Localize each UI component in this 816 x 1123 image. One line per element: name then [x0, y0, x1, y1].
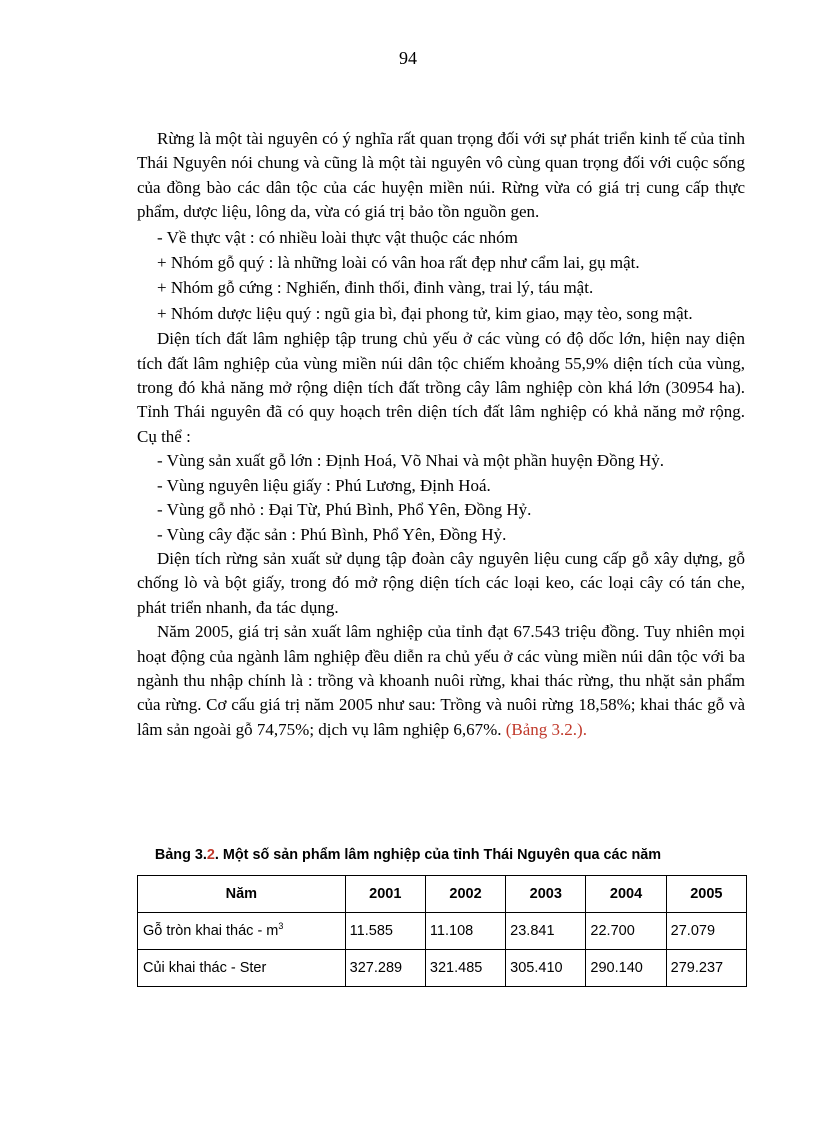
page-number: 94: [399, 48, 417, 68]
table-header-year: 2001: [345, 876, 425, 913]
paragraph-production-value: [137, 620, 745, 742]
table-cell: 22.700: [586, 913, 666, 950]
table-header-year: 2003: [506, 876, 586, 913]
zone-item-paper-material: - Vùng nguyên liệu giấy : Phú Lương, Định Hoá.: [157, 475, 491, 495]
table-row: [138, 913, 747, 950]
table-header-row: [138, 876, 747, 913]
table-cell: 27.079: [666, 913, 746, 950]
row-label-text: Gỗ tròn khai thác - m: [143, 923, 279, 939]
flora-intro: - Về thực vật : có nhiều loài thực vật thuộc các nhóm: [157, 227, 518, 247]
flora-item-medicinal: + Nhóm dược liệu quý : ngũ gia bì, đại phong tử, kim giao, mạy tèo, song mật.: [157, 303, 693, 323]
paragraph-forest-intro: Rừng là một tài nguyên có ý nghĩa rất quan trọng đối với sự phát triển kinh tế của tỉnh Thái Nguyên nói chung và cũng là một tài nguyên vô cùng quan trọng đối với cuộc sống của đồng bào các dân tộc của các huyện miền núi. Rừng vừa có giá trị cung cấp thực phẩm, dược liệu, lông da, vừa có giá trị bảo tồn nguồn gen.: [137, 129, 745, 222]
flora-item-precious-wood: + Nhóm gỗ quý : là những loài có vân hoa rất đẹp như cẩm lai, gụ mật.: [157, 253, 640, 273]
table-cell: 327.289: [345, 950, 425, 987]
zone-item-specialty-trees: - Vùng cây đặc sản : Phú Bình, Phổ Yên, Đồng Hỷ.: [157, 524, 507, 544]
table-cell: 11.585: [345, 913, 425, 950]
document-body: [137, 127, 745, 742]
table-caption-prefix: Bảng 3.: [154, 847, 207, 863]
unit-superscript: 3: [278, 921, 284, 932]
table-row-label: [138, 913, 346, 950]
table-cell: 11.108: [425, 913, 505, 950]
paragraph-production-value-text: Năm 2005, giá trị sản xuất lâm nghiệp của tỉnh đạt 67.543 triệu đồng. Tuy nhiên mọi hoạt động của ngành lâm nghiệp đều diễn ra chủ yếu ở các vùng miền núi dân tộc với ba ngành thu nhập chính là : trồng và khoanh nuôi rừng, khai thác rừng, thu nhặt sản phẩm của rừng. Cơ cấu giá trị năm 2005 như sau: Trồng và nuôi rừng 18,58%; khai thác gỗ và lâm sản ngoài gỗ 74,75%; dịch vụ lâm nghiệp 6,67%.: [137, 622, 745, 739]
table-cell: 23.841: [506, 913, 586, 950]
zone-item-large-wood: - Vùng sản xuất gỗ lớn : Định Hoá, Võ Nhai và một phần huyện Đồng Hỷ.: [157, 451, 664, 471]
zone-item-small-wood: - Vùng gỗ nhỏ : Đại Từ, Phú Bình, Phổ Yên, Đồng Hỷ.: [157, 500, 532, 520]
table-row: [138, 950, 747, 987]
row-label-text: Củi khai thác - Ster: [143, 960, 267, 976]
table-cell: 305.410: [506, 950, 586, 987]
flora-item-hard-wood: + Nhóm gỗ cứng : Nghiến, đinh thối, đinh vàng, trai lý, táu mật.: [157, 278, 594, 298]
paragraph-production-forest: Diện tích rừng sản xuất sử dụng tập đoàn cây nguyên liệu cung cấp gỗ xây dựng, gỗ chống lò và bột giấy, trong đó mở rộng diện tích các loại keo, các loại cây có tán che, phát triển nhanh, đa tác dụng.: [137, 548, 745, 617]
table-caption-text: . Một số sản phẩm lâm nghiệp của tỉnh Thái Nguyên qua các năm: [214, 847, 662, 863]
table-header-year: 2005: [666, 876, 746, 913]
table-reference-link: (Bảng 3.2.).: [505, 719, 587, 739]
table-cell: 321.485: [425, 950, 505, 987]
table-caption: [0, 847, 816, 863]
forestry-products-table: [137, 875, 747, 987]
table-cell: 279.237: [666, 950, 746, 987]
table-header-year: 2004: [586, 876, 666, 913]
table-caption-number: 2: [206, 847, 215, 863]
table-cell: 290.140: [586, 950, 666, 987]
table-row-label: [138, 950, 346, 987]
table-header-year-label: Năm: [138, 876, 346, 913]
table-header-year: 2002: [425, 876, 505, 913]
paragraph-land-area: Diện tích đất lâm nghiệp tập trung chủ yếu ở các vùng có độ dốc lớn, hiện nay diện tích đất lâm nghiệp của vùng miền núi dân tộc chiếm khoảng 55,9% diện tích của vùng, trong đó khả năng mở rộng diện tích đất trồng cây lâm nghiệp còn khá lớn (30954 ha). Tỉnh Thái nguyên đã có quy hoạch trên diện tích đất lâm nghiệp có khả năng mở rộng. Cụ thể :: [137, 329, 745, 446]
